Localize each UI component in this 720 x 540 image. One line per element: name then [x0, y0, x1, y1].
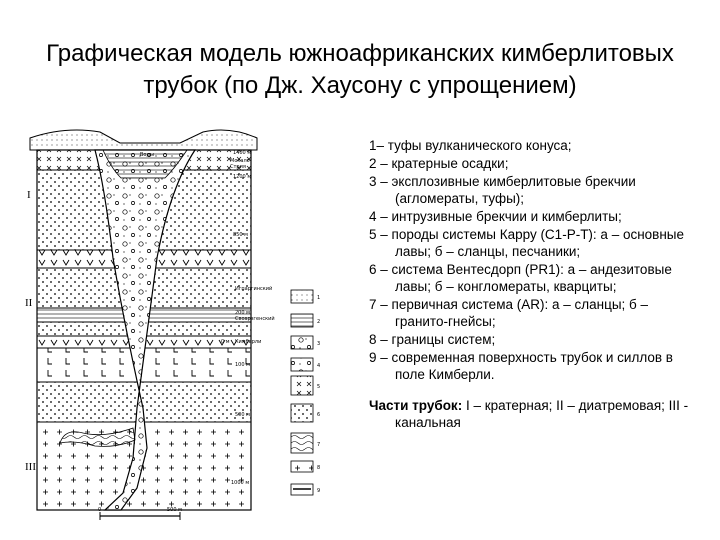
- legend-number: 5: [317, 384, 321, 390]
- pipe-parts-label: Части трубок:: [369, 398, 463, 413]
- legend-number: 4: [317, 363, 321, 369]
- formation-label: Стрия: [230, 164, 246, 170]
- title-line-1: Графическая модель южноафриканских кимберлитовых: [46, 40, 674, 67]
- scale-end: 500 м: [167, 507, 182, 513]
- title-line-2: трубок (по Дж. Хаусону с упрощением): [143, 72, 577, 99]
- section-I: I: [27, 189, 31, 201]
- depth-label: 1400 м: [233, 150, 252, 156]
- formation-label: Своарзгенский: [235, 316, 275, 322]
- depth-label: 500 м: [235, 412, 250, 418]
- tuff-cone: [30, 130, 257, 150]
- pipe-parts-text: I – кратерная; II – диатремовая; III - канальная: [395, 398, 689, 430]
- legend-swatches: [291, 290, 320, 495]
- legend-item-3: 3 – эксплозивные кимберлитовые брекчии (агломераты, туфы);: [369, 174, 636, 206]
- legend-item-5: 5 – породы системы Карру (С1-Р-Т): а – основные лавы; б – сланцы, песчаники;: [369, 227, 685, 259]
- legend-item-4: 4 – интрузивные брекчии и кимберлиты;: [369, 209, 622, 224]
- formation-label: Воды: [140, 152, 154, 158]
- depth-label: 0 м: [221, 339, 230, 345]
- legend-text: [369, 137, 689, 431]
- legend-number: 9: [317, 488, 321, 494]
- depth-label: 200 м: [235, 310, 250, 316]
- legend-number: 7: [317, 442, 321, 448]
- legend-number: 3: [317, 341, 321, 347]
- legend-number: 6: [317, 412, 321, 418]
- formation-label: Кимберли: [235, 339, 262, 345]
- section-III: III: [25, 461, 36, 473]
- legend-number: 1: [317, 295, 321, 301]
- diagram-svg: [25, 128, 335, 523]
- legend-item-7: 7 – первичная система (AR): а – сланцы; б – гранито-гнейсы;: [369, 297, 649, 329]
- legend-item-8: 8 – границы систем;: [369, 332, 496, 347]
- scale-start: 0: [98, 507, 102, 513]
- formation-label: Игпаргинский: [235, 286, 273, 292]
- legend-item-9: 9 – современная поверхность трубок и силлов в поле Кимберли.: [369, 350, 673, 382]
- formation-label: Мокало: [230, 158, 250, 164]
- legend-item-1: 1– туфы вулканического конуса;: [369, 138, 572, 153]
- slide-title: [20, 38, 700, 102]
- legend-number: 2: [317, 319, 321, 325]
- depth-label: 1200 м: [233, 174, 252, 180]
- depth-label: 100 м: [235, 362, 250, 368]
- pipe-parts: [369, 397, 689, 431]
- depth-label: 850 м: [233, 232, 248, 238]
- legend-number: 8: [317, 465, 321, 471]
- depth-label: 1000 м: [231, 480, 250, 486]
- legend-item-6: 6 – система Вентесдорп (PR1): а – андезитовые лавы; б – конгломераты, кварциты;: [369, 262, 672, 294]
- legend-item-2: 2 – кратерные осадки;: [369, 156, 509, 171]
- kimberlite-pipe-diagram: [25, 128, 335, 523]
- section-II: II: [25, 297, 33, 309]
